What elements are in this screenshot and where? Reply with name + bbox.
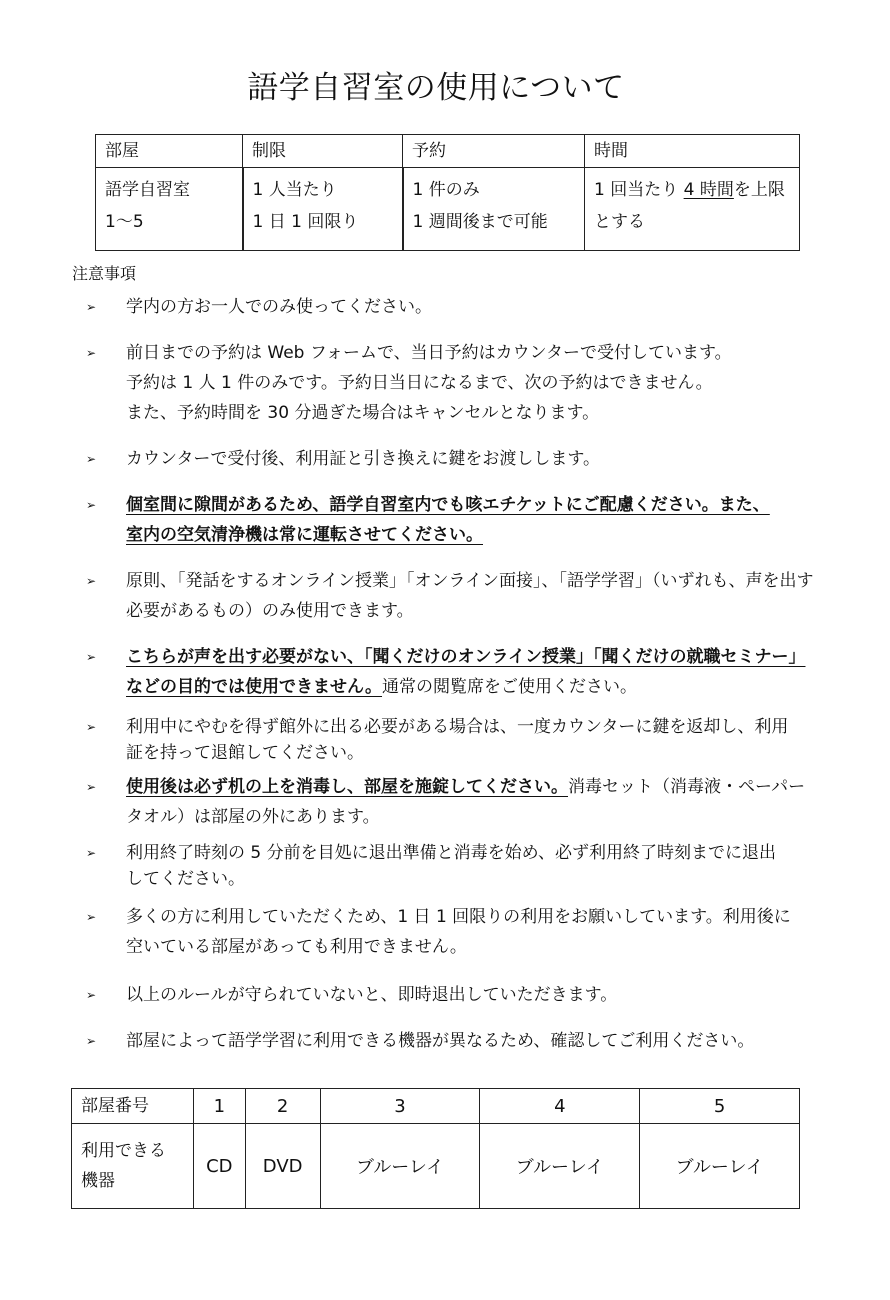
note-item (86, 338, 806, 444)
note-line-emphasis: こちらが声を出す必要がない、「聞くだけのオンライン授業」「聞くだけの就職セミナー」 (126, 647, 806, 667)
cell-limit (243, 168, 403, 251)
header-time: 時間 (585, 135, 800, 168)
arrow-bullet-icon: ➢ (86, 988, 97, 1002)
note-item (86, 566, 814, 642)
note-item (86, 712, 806, 772)
time-limit-underlined: 4 時間 (683, 180, 734, 200)
note-item (86, 772, 806, 838)
arrow-bullet-icon: ➢ (86, 346, 97, 360)
note-line (126, 672, 806, 702)
note-line-emphasis: 個室間に隙間があるため、語学自習室内でも咳エチケットにご配慮ください。また、 (126, 495, 770, 515)
page-title: 語学自習室の使用について (247, 70, 625, 106)
device-cell: CD (194, 1124, 246, 1209)
note-line: 多くの方に利用していただくため、1 日 1 回限りの利用をお願いしています。利用後に (126, 907, 791, 927)
header-reservation: 予約 (403, 135, 585, 168)
room-number: 5 (640, 1089, 800, 1124)
cell-reservation-line1: 1 件のみ (412, 180, 480, 200)
note-line: 証を持って退館してください。 (126, 743, 364, 763)
device-label-line1: 利用できる (81, 1141, 166, 1161)
arrow-bullet-icon: ➢ (86, 846, 97, 860)
note-line: また、予約時間を 30 分過ぎた場合はキャンセルとなります。 (126, 403, 600, 423)
room-number: 2 (245, 1089, 320, 1124)
note-item (86, 642, 806, 712)
device-cell: DVD (245, 1124, 320, 1209)
note-item (86, 1026, 806, 1056)
device-cell: ブルーレイ (640, 1124, 800, 1209)
room-number-label: 部屋番号 (72, 1089, 194, 1124)
note-line: 以上のルールが守られていないと、即時退出していただきます。 (126, 985, 618, 1005)
note-item (86, 980, 806, 1026)
note-line: 原則、「発話をするオンライン授業」「オンライン面接」、「語学学習」（いずれも、声を出す (126, 571, 814, 591)
note-line: 部屋によって語学学習に利用できる機器が異なるため、確認してご利用ください。 (126, 1031, 755, 1051)
room-number: 3 (320, 1089, 480, 1124)
note-line: カウンターで受付後、利用証と引き換えに鍵をお渡しします。 (126, 449, 600, 469)
cell-limit-line1: 1 人当たり (252, 180, 337, 200)
note-line: 利用終了時刻の 5 分前を目処に退出準備と消毒を始め、必ず利用終了時刻までに退出 (126, 843, 776, 863)
note-line: 空いている部屋があっても利用できません。 (126, 937, 467, 957)
arrow-bullet-icon: ➢ (86, 574, 97, 588)
cell-time (585, 168, 800, 251)
cell-room-line2: 1～5 (105, 212, 144, 232)
room-number: 4 (480, 1089, 640, 1124)
time-post: を上限 (733, 180, 785, 200)
device-cell: ブルーレイ (480, 1124, 640, 1209)
device-label (72, 1124, 194, 1209)
note-text: 通常の閲覧席をご使用ください。 (382, 677, 638, 697)
note-emphasis: などの目的では使用できません。 (126, 677, 383, 697)
cell-room (96, 168, 243, 251)
cell-reservation-line2: 1 週間後まで可能 (412, 212, 548, 232)
note-item (86, 292, 806, 338)
arrow-bullet-icon: ➢ (86, 650, 97, 664)
arrow-bullet-icon: ➢ (86, 300, 97, 314)
rules-table-header-row (96, 135, 800, 168)
note-line: 利用中にやむを得ず館外に出る必要がある場合は、一度カウンターに鍵を返却し、利用 (126, 717, 789, 737)
note-line: してください。 (126, 869, 245, 889)
device-table-row (72, 1124, 800, 1209)
device-table-header-row (72, 1089, 800, 1124)
cell-time-line1 (594, 174, 790, 206)
arrow-bullet-icon: ➢ (86, 780, 97, 794)
note-emphasis: 使用後は必ず机の上を消毒し、部屋を施錠してください。 (126, 777, 568, 797)
notes-list (86, 292, 814, 1056)
cell-room-line1: 語学自習室 (105, 180, 190, 200)
note-item (86, 838, 806, 902)
header-limit: 制限 (243, 135, 403, 168)
room-number: 1 (194, 1089, 246, 1124)
note-item (86, 444, 806, 490)
arrow-bullet-icon: ➢ (86, 498, 97, 512)
device-table (71, 1088, 800, 1209)
note-line: タオル）は部屋の外にあります。 (126, 807, 380, 827)
note-text: 消毒セット（消毒液・ペーパー (568, 777, 806, 797)
arrow-bullet-icon: ➢ (86, 910, 97, 924)
note-line-emphasis: 室内の空気清浄機は常に運転させてください。 (126, 525, 483, 545)
device-cell: ブルーレイ (320, 1124, 480, 1209)
note-item (86, 490, 806, 566)
time-pre: 1 回当たり (594, 180, 684, 200)
device-label-line2: 機器 (81, 1171, 115, 1191)
rules-table (95, 134, 800, 251)
arrow-bullet-icon: ➢ (86, 720, 97, 734)
note-line (126, 772, 806, 802)
arrow-bullet-icon: ➢ (86, 452, 97, 466)
arrow-bullet-icon: ➢ (86, 1034, 97, 1048)
cell-limit-line2: 1 日 1 回限り (252, 212, 359, 232)
notes-heading: 注意事項 (72, 264, 137, 283)
rules-table-row (96, 168, 800, 251)
cell-time-line2: とする (594, 212, 645, 232)
cell-reservation (403, 168, 585, 251)
note-item (86, 902, 806, 980)
note-line: 学内の方お一人でのみ使ってください。 (126, 297, 432, 317)
note-line: 予約は 1 人 1 件のみです。予約日当日になるまで、次の予約はできません。 (126, 373, 713, 393)
note-line: 必要があるもの）のみ使用できます。 (126, 601, 414, 621)
note-line: 前日までの予約は Web フォームで、当日予約はカウンターで受付しています。 (126, 343, 732, 363)
header-room: 部屋 (96, 135, 243, 168)
